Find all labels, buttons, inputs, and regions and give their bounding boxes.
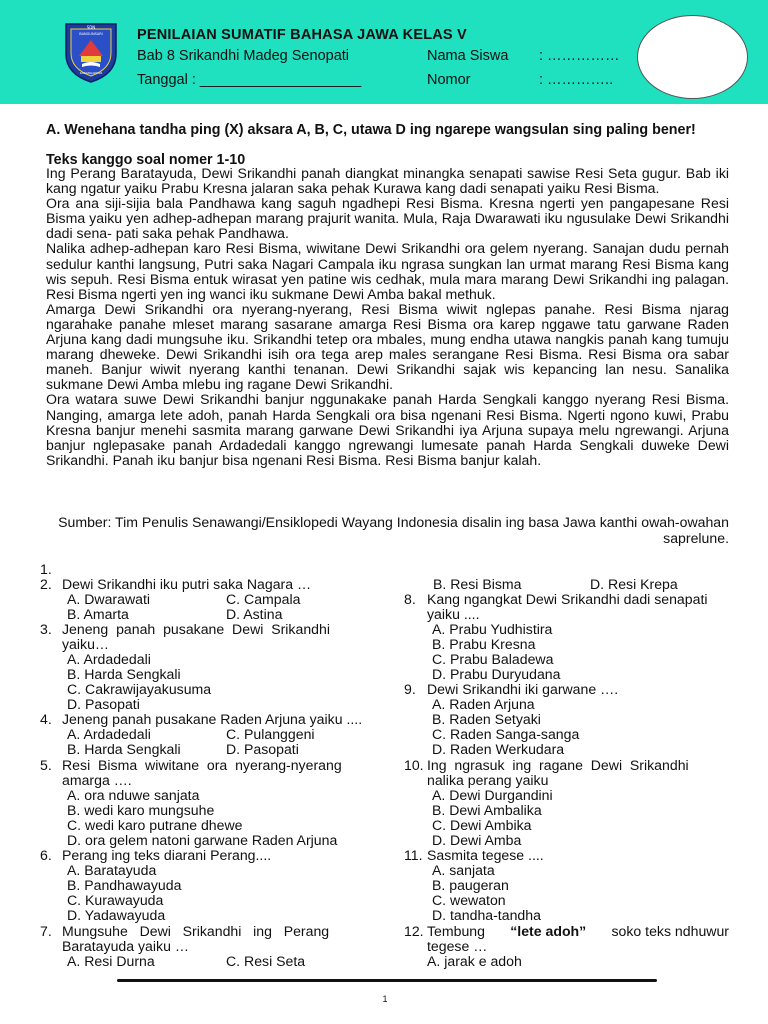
q8-option-a[interactable]: A. Prabu Yudhistira	[432, 621, 553, 637]
q3-option-c[interactable]: C. Cakrawijayakusuma	[67, 681, 212, 697]
q4-option-d[interactable]: D. Pasopati	[226, 741, 299, 757]
q5-option-a[interactable]: A. ora nduwe sanjata	[67, 787, 200, 803]
reading-text-title: Teks kanggo soal nomer 1-10	[46, 152, 246, 168]
q4-option-a[interactable]: A. Ardadedali	[67, 726, 151, 742]
question-10-text: Ing ngrasuk ing ragane Dewi Srikandhi	[427, 757, 689, 773]
question-8-text: Kang ngangkat Dewi Srikandhi dadi senapati	[427, 591, 708, 607]
question-6-text: Perang ing teks diarani Perang....	[62, 847, 272, 863]
question-2-number: 2.	[40, 576, 52, 592]
q11-option-a[interactable]: A. sanjata	[432, 862, 495, 878]
story-paragraph: Ing Perang Baratayuda, Dewi Srikandhi panah diangkat minangka senapati sawise Resi Seta gugur. Bab iki kang ngatur yaiku Prabu Kresna jalaran saka pehak Kurawa kang dadi senapati yaiku Resi Bisma.	[46, 165, 729, 197]
q5-option-c[interactable]: C. wedi karo putrane dhewe	[67, 817, 243, 833]
date-field[interactable]: Tanggal : ____________________	[137, 72, 362, 88]
question-12-number: 12.	[404, 923, 424, 939]
school-logo-icon	[62, 20, 120, 84]
chapter-subtitle: Bab 8 Srikandhi Madeg Senopati	[137, 48, 350, 64]
question-12-keyword: “lete adoh”	[510, 923, 587, 939]
instruction: A. Wenehana tandha ping (X) aksara A, B, C, utawa D ing ngarepe wangsulan sing paling bener!	[46, 122, 696, 138]
question-9-number: 9.	[404, 681, 416, 697]
story-paragraph: Ora watara suwe Dewi Srikandhi banjur nggunakake panah Harda Sengkali kanggo nyerang Resi Bisma. Nanging, amarga lete adoh, panah Harda Sengkali ora bisa ngenani Resi Bisma. Ngerti ngono kuwi, Prabu Kresna banjur menehi sasmita marang garwane Dewi Srikandhi iya Arjuna supaya melu ngrewangi. Arjuna banjur nglepasake panah Ardadedali kanggo ngrewangi lumesate panah Harda Sengkali duweke Dewi Srikandhi. Panah iku banjur bisa ngenani Resi Bisma. Resi Bisma banjur kalah.	[46, 391, 729, 468]
q10-option-a[interactable]: A. Dewi Durgandini	[432, 787, 553, 803]
question-10-text-cont: nalika perang yaiku	[427, 772, 549, 788]
question-5-text-cont: amarga ….	[62, 772, 132, 788]
q7-option-b[interactable]: B. Resi Bisma	[433, 576, 522, 592]
q6-option-c[interactable]: C. Kurawayuda	[67, 892, 164, 908]
question-2-text: Dewi Srikandhi iku putri saka Nagara …	[62, 576, 312, 592]
question-7-text-cont: Baratayuda yaiku …	[62, 938, 189, 954]
question-4-text: Jeneng panah pusakane Raden Arjuna yaiku ....	[62, 711, 363, 727]
q6-option-d[interactable]: D. Yadawayuda	[67, 907, 166, 923]
q9-option-d[interactable]: D. Raden Werkudara	[432, 741, 565, 757]
question-10-number: 10.	[404, 757, 424, 773]
q11-option-b[interactable]: B. paugeran	[432, 877, 509, 893]
q2-option-a[interactable]: A. Dwarawati	[67, 591, 151, 607]
q2-option-b[interactable]: B. Amarta	[67, 606, 129, 622]
q2-option-d[interactable]: D. Astina	[226, 606, 283, 622]
q3-option-a[interactable]: A. Ardadedali	[67, 651, 151, 667]
exam-title: PENILAIAN SUMATIF BAHASA JAWA KELAS V	[137, 27, 467, 43]
photo-placeholder	[637, 15, 748, 99]
question-7-number: 7.	[40, 923, 52, 939]
q11-option-c[interactable]: C. wewaton	[432, 892, 506, 908]
question-8-text-cont: yaiku ....	[427, 606, 480, 622]
q10-option-d[interactable]: D. Dewi Amba	[432, 832, 522, 848]
q5-option-d[interactable]: D. ora gelem natoni garwane Raden Arjuna	[67, 832, 338, 848]
q10-option-c[interactable]: C. Dewi Ambika	[432, 817, 532, 833]
q4-option-b[interactable]: B. Harda Sengkali	[67, 741, 181, 757]
student-number-label: Nomor	[427, 72, 471, 88]
question-3-text: Jeneng panah pusakane Dewi Srikandhi	[62, 621, 330, 637]
logo-text-mid: BANGUNSARI	[79, 32, 103, 36]
reading-text	[46, 166, 729, 468]
student-name-label: Nama Siswa	[427, 48, 509, 64]
student-name-field[interactable]: : ……………	[539, 48, 620, 64]
q2-option-c[interactable]: C. Campala	[226, 591, 301, 607]
question-12-text-cont: tegese …	[427, 938, 488, 954]
q7-option-d[interactable]: D. Resi Krepa	[590, 576, 678, 592]
q3-option-d[interactable]: D. Pasopati	[67, 696, 140, 712]
question-8-number: 8.	[404, 591, 416, 607]
question-1-number: 1.	[40, 561, 52, 577]
q9-option-c[interactable]: C. Raden Sanga-sanga	[432, 726, 580, 742]
question-3-number: 3.	[40, 621, 52, 637]
q8-option-d[interactable]: D. Prabu Duryudana	[432, 666, 561, 682]
q6-option-b[interactable]: B. Pandhawayuda	[67, 877, 182, 893]
q4-option-c[interactable]: C. Pulanggeni	[226, 726, 315, 742]
q6-option-a[interactable]: A. Baratayuda	[67, 862, 157, 878]
q8-option-c[interactable]: C. Prabu Baladewa	[432, 651, 554, 667]
q3-option-b[interactable]: B. Harda Sengkali	[67, 666, 181, 682]
question-12-text-pre: Tembung	[427, 923, 485, 939]
question-5-text: Resi Bisma wiwitane ora nyerang-nyerang	[62, 757, 342, 773]
q5-option-b[interactable]: B. wedi karo mungsuhe	[67, 802, 215, 818]
question-11-text: Sasmita tegese ....	[427, 847, 544, 863]
q7-option-a[interactable]: A. Resi Durna	[67, 953, 155, 969]
q7-option-c[interactable]: C. Resi Seta	[226, 953, 306, 969]
q8-option-b[interactable]: B. Prabu Kresna	[432, 636, 536, 652]
q9-option-a[interactable]: A. Raden Arjuna	[432, 696, 535, 712]
footer-divider	[117, 979, 657, 982]
q12-option-a[interactable]: A. jarak e adoh	[427, 953, 522, 969]
question-12-text	[427, 924, 729, 939]
story-paragraph: Ora ana siji-sijia bala Pandhawa kang saguh ngadhepi Resi Bisma. Kresna ngerti yen pangapesane Resi Bisma yaiku yen adhep-adhepan marang prajurit wanita. Mula, Raja Dwarawati iku ngusulake Dewi Srikandhi dadi sena- pati saka pehak Pandhawa.	[46, 195, 729, 242]
story-paragraph: Amarga Dewi Srikandhi ora nyerang-nyerang, Resi Bisma wiwit nglepas panahe. Resi Bisma njarag ngarahake panahe mleset marang sasarane amarga Resi Bisma ora karep nggawe tatu garwane Raden Arjuna kang dadi mungsuhe iku. Srikandhi tetep ora mbales, mung endha utawa nangkis panah kang tumuju marang dheweke. Dewi Srikandhi isih ora tega arep males serangane Resi Bisma. Resi Bisma ora sabar maneh. Banjur wiwit nyerang kanthi tenanan. Dewi Srikandhi sajak wis kepancing lan nesu. Sanalika sukmane Dewi Amba mlebu ing ragane Dewi Srikandhi.	[46, 300, 729, 393]
q10-option-b[interactable]: B. Dewi Ambalika	[432, 802, 542, 818]
source-citation: Sumber: Tim Penulis Senawangi/Ensiklopedi Wayang Indonesia disalin ing basa Jawa kanthi owah-owahan saprelune.	[58, 514, 729, 546]
question-4-number: 4.	[40, 711, 52, 727]
question-6-number: 6.	[40, 847, 52, 863]
logo-text-bottom: KARANGANYAR	[79, 71, 103, 75]
student-number-field[interactable]: : …………..	[539, 72, 614, 88]
page-number: 1	[382, 994, 388, 1004]
question-9-text: Dewi Srikandhi iki garwane ….	[427, 681, 619, 697]
question-5-number: 5.	[40, 757, 52, 773]
story-paragraph: Nalika adhep-adhepan karo Resi Bisma, wiwitane Dewi Srikandhi ora gelem nyerang. Sanajan dudu pernah sedulur kanthi langsung, Putri saka Nagari Campala iku ngrasa sungkan lan urmat marang Resi Bisma kang wis sepuh. Resi Bisma entuk wirasat yen patine wis cedhak, mula mara marang Dewi Srikandhi ing palagan. Resi Bisma ngerti yen ing wanci iku sukmane Dewi Amba bakal methuk.	[46, 240, 729, 302]
question-7-text: Mungsuhe Dewi Srikandhi ing Perang	[62, 923, 330, 939]
question-11-number: 11.	[404, 847, 423, 863]
q9-option-b[interactable]: B. Raden Setyaki	[432, 711, 541, 727]
logo-text-top: SDN	[86, 25, 96, 30]
question-3-text-cont: yaiku…	[62, 636, 109, 652]
q11-option-d[interactable]: D. tandha-tandha	[432, 907, 541, 923]
question-12-text-post: soko teks ndhuwur	[611, 923, 729, 939]
